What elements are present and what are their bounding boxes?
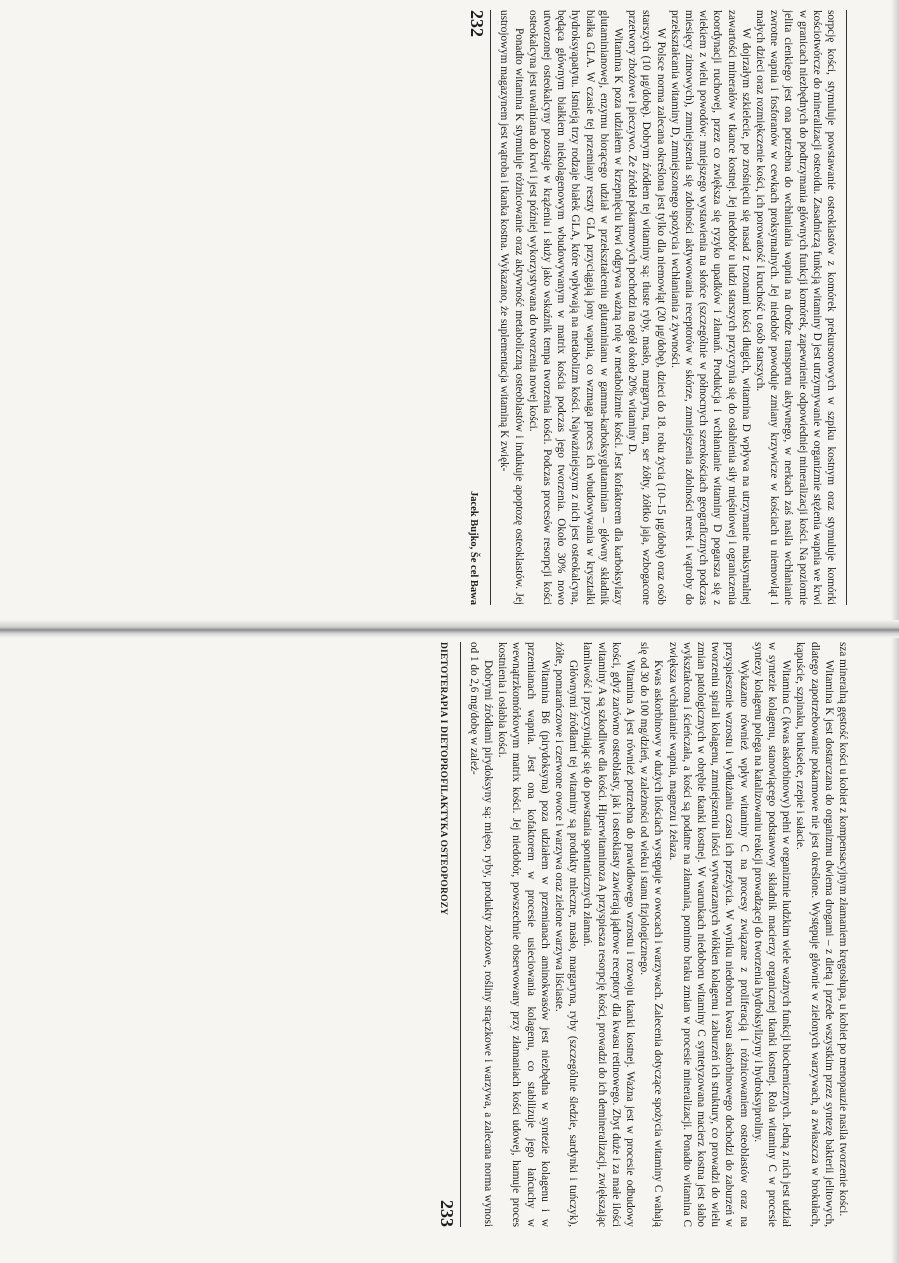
page-233-paragraph: Witamina C (kwas askorbinowy) pełni w organizmie ludzkim wiele ważnych funkcji biochemicznych. Jedną z nich jest udział w syntezie kolagenu, stanowiącego podstawowy składnik macierzy organicznej tkanki kostnej. Rola witaminy C w procesie syntezy kolagenu polega na katalizowaniu reakcji prowadzącej do tworzenia hydroksylizyny i hydroksyproliny. xyxy=(751,642,793,1227)
page-233-paragraph: Wykazano również wpływ witaminy C na procesy związane z proliferacją i różnicowaniem osteoblastów oraz na przyspieszenie wzrostu i wydłużaniu czasu ich przeżycia. W wyniku niedoboru kwasu askorbinowego dochodzi do zaburzeń w tworzeniu spirali kolagenu, zmniejszeniu ilości wytwarzanych włókien kolagenu i zaburzeń ich struktury, co prowadzi do wielu zmian patologicznych w obrębie tkanki kostnej. W warunkach niedoboru witaminy C syntetyzowana macierz kostna jest słabo wykształcona i ścieńczała, a kości są podatne na złamania, pomimo braku zmian w procesie mineralizacji. Ponadto witamina C zwiększa wchłanianie wapnia, magnezu i żelaza. xyxy=(666,642,750,1227)
running-author: Jacek Bujko, Še cel Bawa xyxy=(468,490,480,605)
page-number-232: 232 xyxy=(467,10,488,37)
page-233-paragraph: Kwas askorbinowy w dużych ilościach występuje w owocach i warzywach. Zalecenia dotyczące spożycia witaminy C wahają się od 30 do 100 mg/dzień, w zależności od wieku i stanu fizjologicznego. xyxy=(638,642,665,1227)
page-233-paragraph: sza mineralną gęstość kości u kobiet z kompensacyjnym złamaniem kręgosłupa, u kobiet po menopauzie nasila tworzenie kości. xyxy=(837,642,849,1217)
page-233-paragraph: Witamina K jest dostarczana do organizmu dwiema drogami – z dietą i przede wszystkim przez syntezę bakterii jelitowych, dlatego zapotrzebowanie pokarmowe nie jest określone. Występuje głównie w zielonych warzywach, a zwłaszcza w brokułach, kapuście, szpinaku, brukselce, rzepie i sałacie. xyxy=(794,642,835,1227)
running-head-title: DIETOTERAPIA I DIETOPROFILAKTYKA OSTEOPOROZY xyxy=(437,642,448,916)
page-232-header xyxy=(846,10,850,605)
page-232 xyxy=(35,10,850,605)
page-232-footer xyxy=(466,10,491,605)
page-232-paragraph: W dojrzałym szkielecie, po zrośnięciu się nasad z trzonami kości długich, witamina D wpływa na utrzymanie maksymalnej zawartości minerałów w tkance kostnej. Jej niedobór u ludzi starszych przyczynia się do osłabienia siły mięśniowej i ograniczenia koordynacji ruchowej, przez co zwiększa się ryzyko upadków i złamań. Produkcja i wchłanianie witaminy D pogarsza się z wiekiem z wielu powodów: mniejszego wystawienia na słońce (szczególnie w północnych szerokościach geograficznych podczas miesięcy zimowych), zmniejszenia się zdolności aktywowania receptorów w skórze, zmniejszenia zdolności nerek i wątroby do przekształcania witaminy D, zmniejszonego spożycia i wchłaniania z żywności. xyxy=(668,10,752,605)
page-232-paragraph: W Polsce norma zalecana określona jest tylko dla niemowląt (20 μg/dobę), dzieci do 18. roku życia (10–15 μg/dobę) oraz osób starszych (10 μg/dobę). Dobrym źródłem tej witaminy są: tłuste ryby, masło, margaryna, tran, ser żółty, żółtko jaja, wzbogacone przetwory zbożowe i pieczywo. Ze źródeł pokarmowych pochodzi na ogół około 20% witaminy D. xyxy=(626,10,667,605)
page-232-paragraph: Ponadto witamina K stymuluje różnicowanie oraz aktywność metaboliczną osteoblastów i indukuje apoptozę osteoklastów. Jej ustrojowym magazynem jest wątroba i tkanka kostna. Wykazano, że suplementacja witaminą K zwięk- xyxy=(498,10,525,605)
page-233-footer xyxy=(436,642,461,1227)
page-233-paragraph: Dobrymi źródłami pirydoksyny są: mięso, ryby, produkty zbożowe, rośliny strączkowe i warzywa, a zalecana norma wynosi od 1 do 2,6 mg/dobę w zależ- xyxy=(467,642,494,1227)
page-232-paragraph: sorpcję kości, stymuluje powstawanie osteoklastów z komórek prekursorowych w szpiku kostnym oraz stymuluje komórki kościotwórcze do mineralizacji osteoidu. Zasadniczą funkcją witaminy D jest utrzymywanie w organizmie stężenia wapnia we krwi w granicach niezbędnych do podtrzymania głównych funkcji komórek, zapewnienie odpowiedniej mineralizacji kości. Na poziomie jelita cienkiego jest ona potrzebna do wchłaniania wapnia na drodze transportu aktywnego, w nerkach zaś nasila wchłanianie zwrotne wapnia i fosforanów w cewkach proksymalnych. Jej niedobór powoduje zmiany krzywicze w kościach u niemowląt i małych dzieci oraz rozmiękczenie kości, ich porowatość i kruchość u osób starszych. xyxy=(753,10,837,605)
page-232-paragraph: Witamina K poza udziałem w krzepnięciu krwi odgrywa ważną rolę w metabolizmie kości. Jest kofaktorem dla karboksylazy glutaminianowej, enzymu biorącego udział w przekształceniu glutaminianu w gamma-karboksyglutaminian – główny składnik białka GLA. W czasie tej przemiany reszty GLA przyciągają jony wapnia, co wzmaga proces ich wbudowywania w kryształki hydroksyapatytu. Istnieją trzy rodzaje białek GLA, które wpływają na metabolizm kości. Najważniejszym z nich jest osteokalcyna, będąca głównym białkiem niekolagenowym wbudowywanym w matrix kościa podczas jego tworzenia. Około 30% nowo utworzonej osteokalcyny pozostaje w krążeniu i służy jako wskaźnik tempa tworzenia kości. Podczas procesów resorpcji kości osteokalcyna jest uwalniana do krwi i jest później wykorzystywana do tworzenia nowej kości. xyxy=(526,10,624,605)
book-gutter xyxy=(0,620,899,638)
page-233-paragraph: Witamina A jest również potrzebna do prawidłowego wzrostu i rozwoju tkanki kostnej. Ważna jest w procesie odbudowy kości, gdyż zarówno osteoblasty, jak i osteoklasty zawierają jądrowe receptory dla kwasu retinowego. Zbyt duże i za małe ilości witaminy A są szkodliwe dla kości. Hiperwitaminoza A przyspiesza resorpcję kości, prowadzi do ich demineralizacji, zwiększając łamliwość i przyczyniając się do powstania spontanicznych złamań. xyxy=(581,642,636,1227)
page-233-paragraph: Witamina B6 (pirydoksyna) poza udziałem w przemianach aminokwasów jest niezbędna w syntezie kolagenu i w przemianach wapnia. Jest ona kofaktorem w procesie usieciowania kolagenu, co stabilizuje jego łańcuchy w wewnątrzkomórkowym matrix kości. Jej niedobór, powszechnie obserwowany przy złamaniach kości udowej, hamuje proces kostnienia i osłabia kości. xyxy=(496,642,551,1227)
page-number-233: 233 xyxy=(436,1200,457,1227)
page-233-paragraph: Głównymi źródłami tej witaminy są produkty mleczne, masło, margaryna, ryby (szczególnie śledzie, sardynki i tuńczyk), żółte, pomarańczowe i czerwone owoce i warzywa oraz zielone warzywa liściaste. xyxy=(552,642,580,1227)
page-233 xyxy=(35,642,850,1227)
